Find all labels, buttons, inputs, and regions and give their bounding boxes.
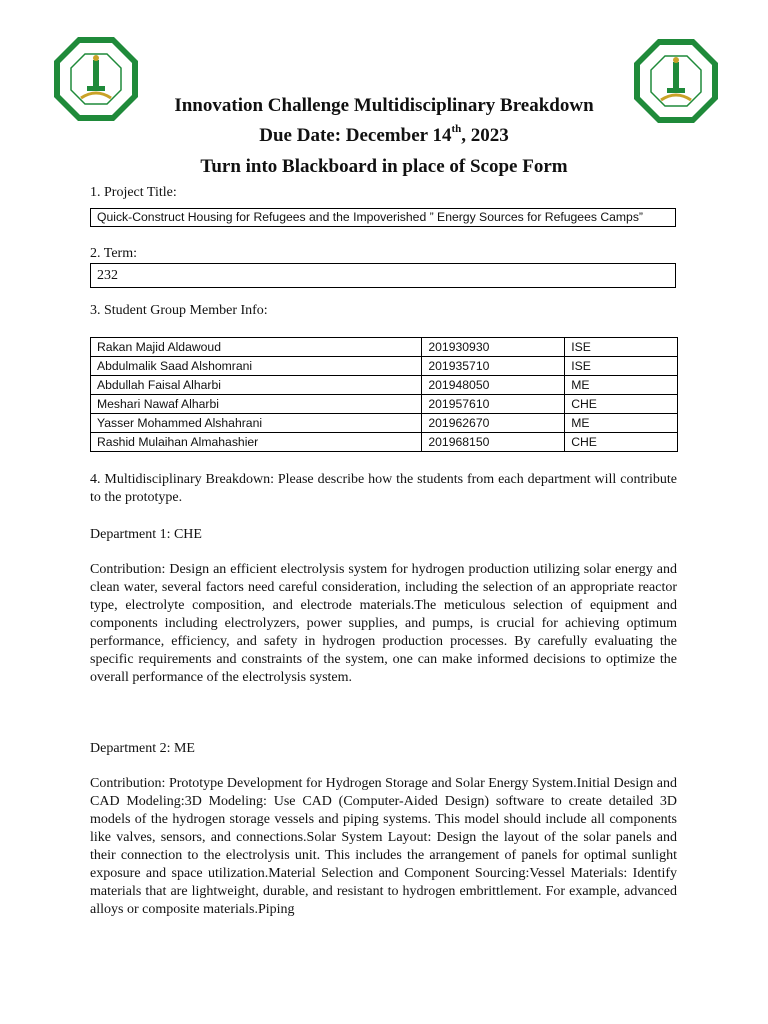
department-2-contribution: Contribution: Prototype Development for Hydrogen Storage and Solar Energy System.Initial Design and CAD Modeling:3D Modeling: Use CAD (Computer-Aided Design) software to create detailed 3D models of the hydrogen storage vessels and piping systems. This model should include all components like valves, sensors, and connections.Solar System Layout: Design the layout of the solar panels and their connection to the electrolysis unit. This includes the arrangement of panels for optimal sunlight exposure and space utilization.Material Selection and Component Sourcing:Vessel Materials: Identify materials that are lightweight, durable, and resistant to hydrogen embrittlement. For example, advanced alloys or composite materials.Piping — [90, 776, 677, 917]
member-dept: ISE — [565, 338, 678, 357]
breakdown-intro: 4. Multidisciplinary Breakdown: Please describe how the students from each department will contribute to the prototype. — [90, 472, 677, 505]
member-info-label: 3. Student Group Member Info: — [90, 303, 268, 318]
member-name: Rashid Mulaihan Almahashier — [91, 433, 422, 452]
department-1-contribution: Contribution: Design an efficient electrolysis system for hydrogen production utilizing solar energy and clean water, several factors need careful consideration, including the selection of an appropriate reactor type, electrolyte composition, and electrode materials.The meticulous selection of equipment and components including electrolyzers, power supplies, and pumps, is crucial for achieving optimum performance, efficiency, and safety in hydrogen production processes. By carefully evaluating the specific requirements and constraints of the system, one can make informed decisions to optimize the overall performance of the electrolysis system. — [90, 562, 677, 685]
submission-instruction: Turn into Blackboard in place of Scope Form — [200, 156, 568, 177]
member-dept: ME — [565, 376, 678, 395]
due-date-prefix: Due Date: December 14 — [259, 125, 452, 146]
member-dept: CHE — [565, 395, 678, 414]
project-title-label: 1. Project Title: — [90, 185, 177, 200]
term-field: 232 — [90, 263, 676, 288]
due-date-superscript: th — [451, 122, 462, 135]
member-id: 201930930 — [422, 338, 565, 357]
member-id: 201962670 — [422, 414, 565, 433]
member-dept: CHE — [565, 433, 678, 452]
member-name: Rakan Majid Aldawoud — [91, 338, 422, 357]
member-id: 201957610 — [422, 395, 565, 414]
due-date-suffix: , 2023 — [461, 125, 509, 146]
member-name: Meshari Nawaf Alharbi — [91, 395, 422, 414]
table-row — [91, 376, 678, 395]
department-2-heading: Department 2: ME — [90, 741, 195, 756]
document-title: Innovation Challenge Multidisciplinary Breakdown — [174, 95, 594, 116]
member-id: 201968150 — [422, 433, 565, 452]
member-table — [90, 337, 678, 452]
department-1-heading: Department 1: CHE — [90, 527, 202, 542]
project-title-field: Quick-Construct Housing for Refugees and the Impoverished ” Energy Sources for Refugees Camps” — [90, 208, 676, 227]
member-dept: ISE — [565, 357, 678, 376]
term-label: 2. Term: — [90, 246, 137, 261]
table-row — [91, 433, 678, 452]
member-dept: ME — [565, 414, 678, 433]
table-row — [91, 395, 678, 414]
member-name: Abdullah Faisal Alharbi — [91, 376, 422, 395]
table-row — [91, 357, 678, 376]
table-row — [91, 414, 678, 433]
table-row — [91, 338, 678, 357]
member-id: 201935710 — [422, 357, 565, 376]
member-id: 201948050 — [422, 376, 565, 395]
member-name: Abdulmalik Saad Alshomrani — [91, 357, 422, 376]
member-name: Yasser Mohammed Alshahrani — [91, 414, 422, 433]
due-date — [0, 124, 768, 148]
